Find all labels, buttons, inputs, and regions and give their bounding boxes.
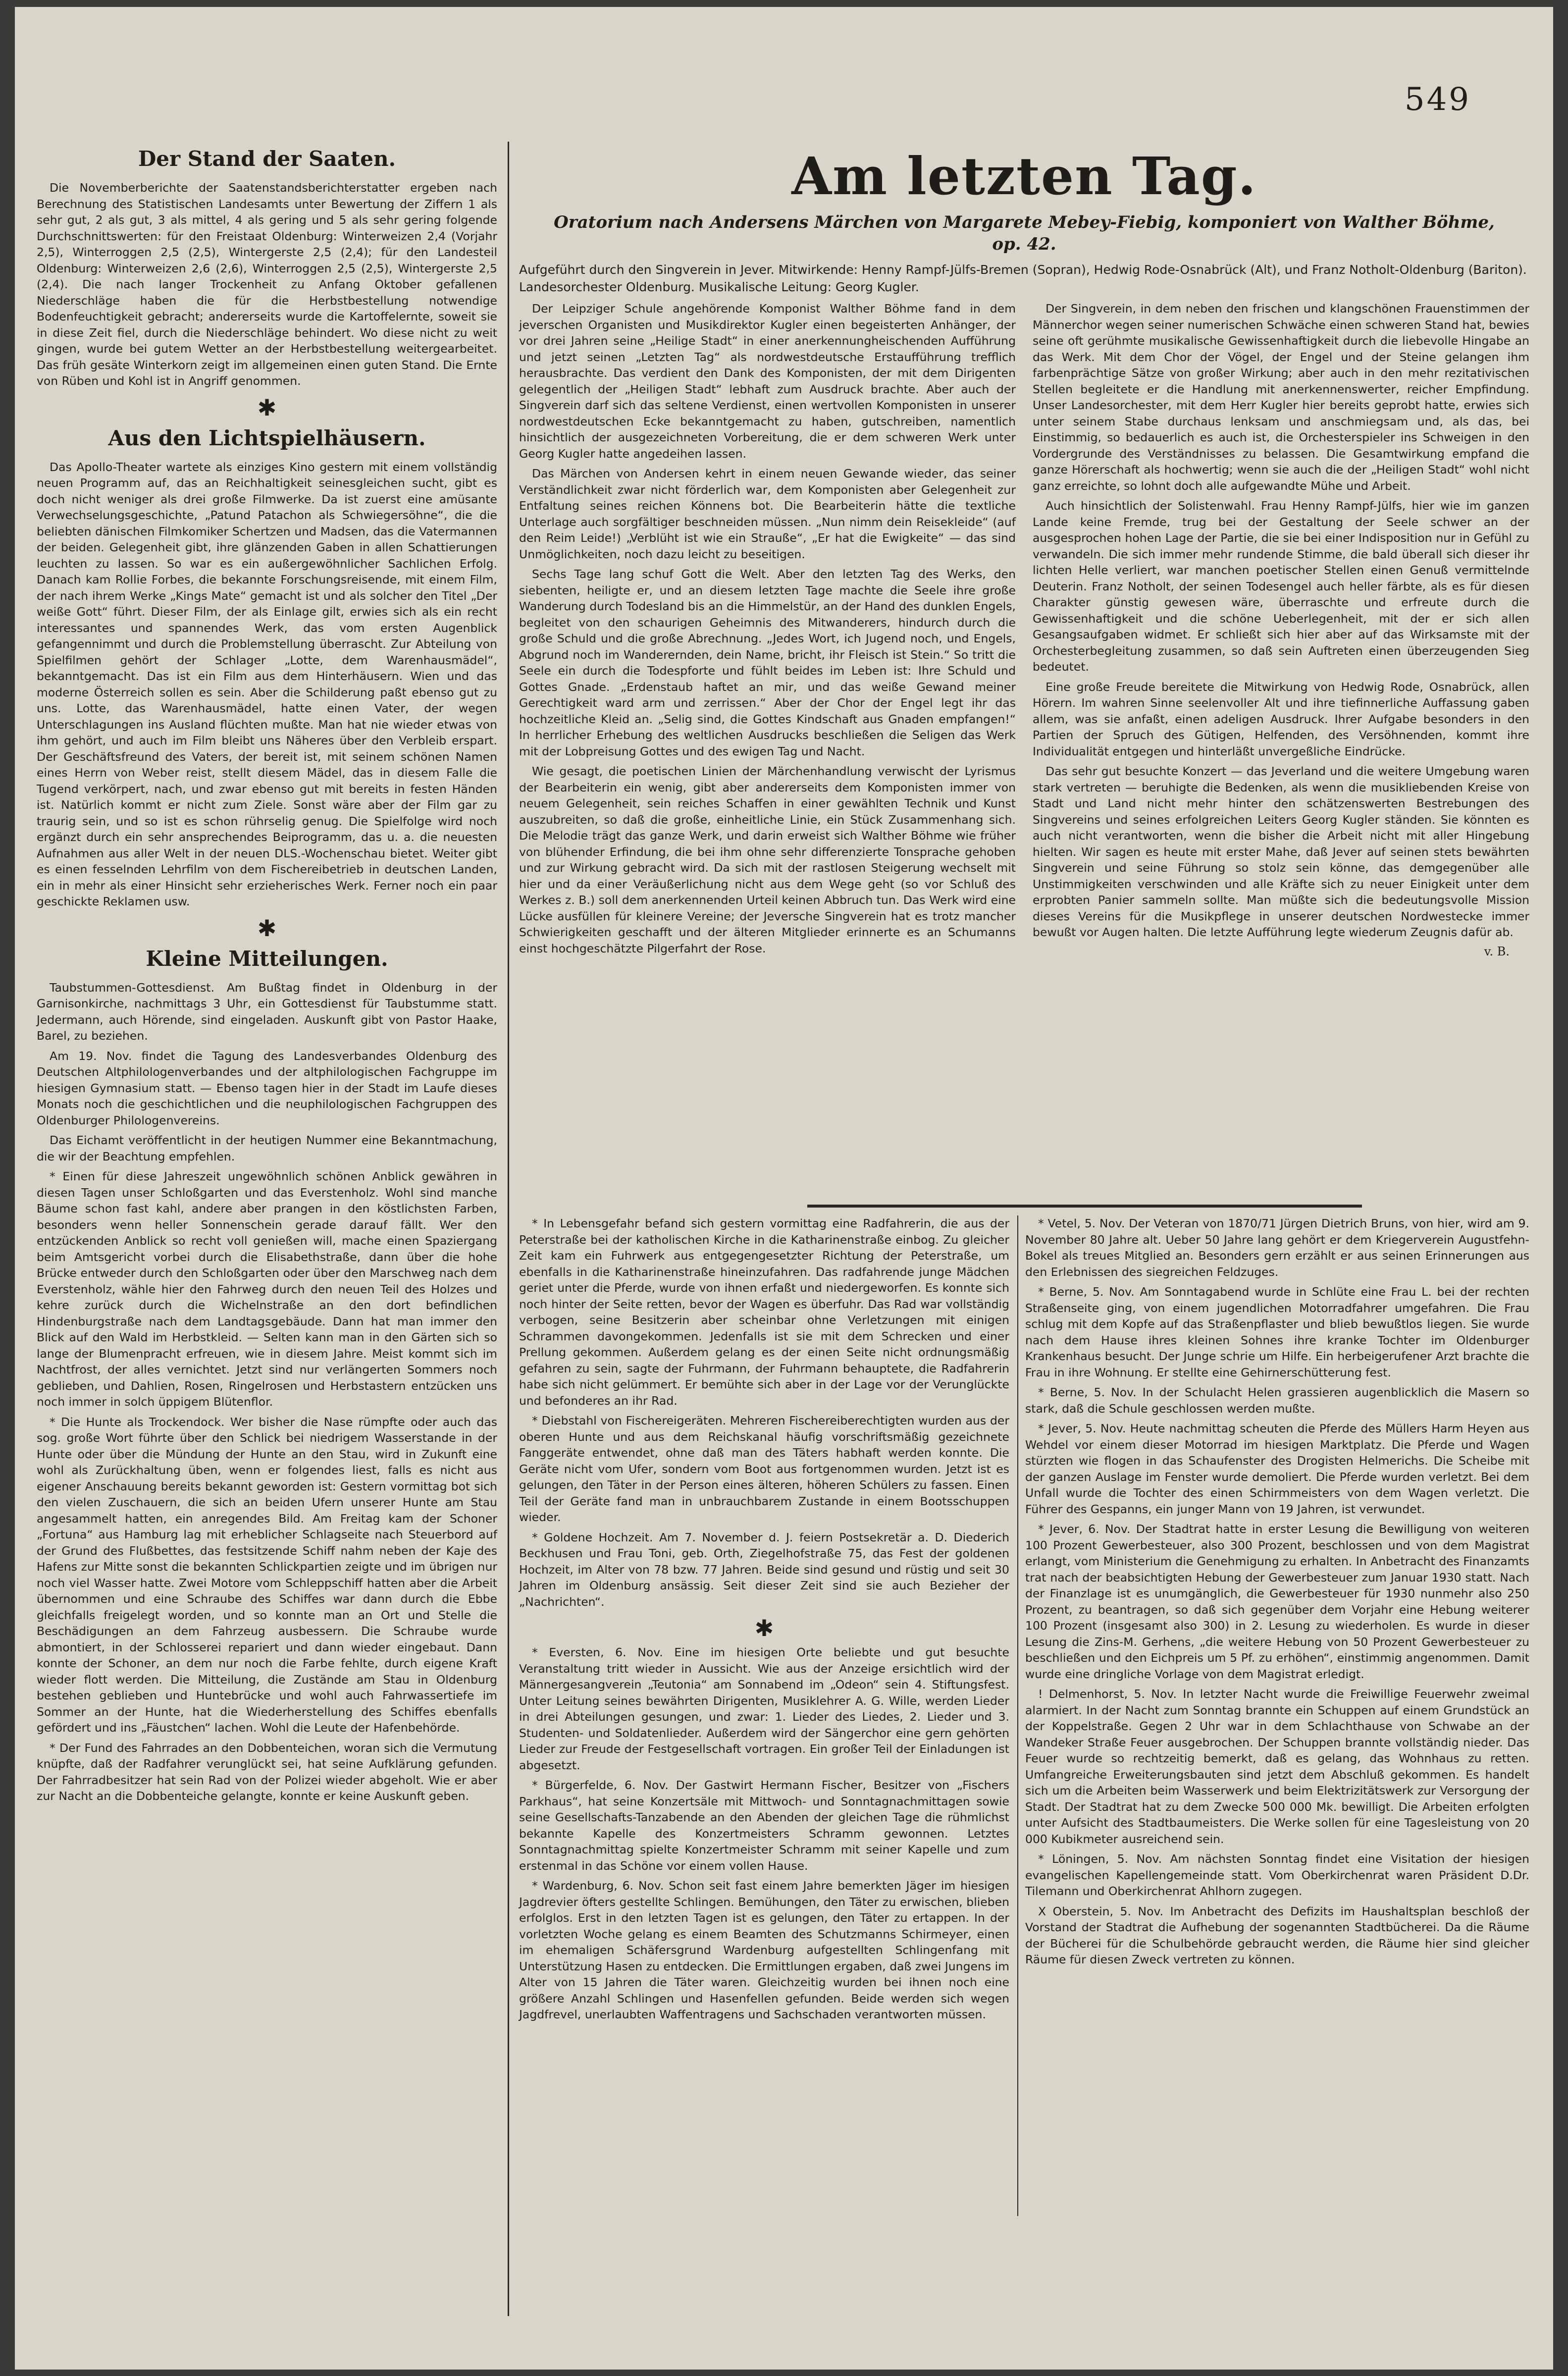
article-heading-kleine: Kleine Mitteilungen. <box>146 946 388 971</box>
column-divider <box>1017 1215 1018 2216</box>
news-item: * Berne, 5. Nov. In der Schulacht Helen grassieren augenblicklich die Masern so stark, daß die Schule geschlossen werden mußte. <box>1025 1385 1529 1416</box>
feature-title: Am letzten Tag. <box>791 146 1257 207</box>
separator-star: ✱ <box>754 1615 774 1641</box>
feature-paragraph: Eine große Freude bereitete die Mitwirkung von Hedwig Rode, Osnabrück, allen Hörern. Im wahren Sinne seelenvoller Alt und ihre tiefinnerliche Auffassung gaben allem, was sie anfaßt, einen adeligen Ausdruck. Ihrer Aufgabe besonders in den Partien der Spruch des Gütigen, Helfenden, des Versöhnenden, kommt ihre Individualität entgegen und hinterläßt unvergeßliche Eindrücke. <box>1033 680 1529 758</box>
news-item: X Oberstein, 5. Nov. Im Anbetracht des Defizits im Haushaltsplan beschloß der Vorstand der Stadtrat die Aufhebung der sogenannten Stadtbücherei. Da die Räume der Bücherei für die Schulbehörde gebraucht werden, die Räume hier sind gleicher Räume für diesen Zweck vertreten zu können. <box>1025 1904 1529 1966</box>
feature-paragraph: Auch hinsichtlich der Solistenwahl. Frau Henny Rampf-Jülfs, hier wie im ganzen Lande keine Fremde, trug bei der Gestaltung der Seele schwer an der ausgesprochen hohen Lage der Partie, die sie bei einer Indisposition nur in Gefühl zu verwandeln. Die sich immer mehr rundende Stimme, die bald überall sich dieser ihr lichten Helle verliert, war manchen poetischer Stellen einen Genuß vermittelnde Deuterin. Franz Notholt, der seinen Todesengel auch heller färbte, als es für diesen Charakter günstig gewesen wäre, überraschte und erfreute durch die Gewissenhaftigkeit und die schöne Ueberlegenheit, mit der er sich allen Gesangsaufgaben widmet. Er schließt sich hier aber auf das Wirksamste mit der Orchesterbegleitung zusammen, so daß sein Auftreten einen überzeugenden Sieg bedeutet. <box>1033 499 1529 674</box>
news-item: * Jever, 5. Nov. Heute nachmittag scheuten die Pferde des Müllers Harm Heyen aus Wehdel vor einem dieser Motorrad im hiesigen Marktplatz. Die Pferde und Wagen stürzten wie flogen in das Schaufenster des Drogisten Helmerichs. Die Scheibe mit der ganzen Auslage im Fenster wurde demoliert. Die Pferde wurden verletzt. Bei dem Unfall wurde die Tochter des einen Schirmmeisters von dem Wagen verletzt. Die Führer des Gespanns, ein junger Mann von 19 Jahren, ist verwundet. <box>1025 1422 1529 1516</box>
feature-paragraph: Das Märchen von Andersen kehrt in einem neuen Gewande wieder, das seiner Verständlichkeit zwar nicht förderlich war, dem Komponisten aber Gelegenheit zur Entfaltung seines reichen Könnens bot. Die Bearbeiterin hätte die textliche Unterlage auch sorgfältiger beschneiden müssen. „Nun nimm dein Reisekleide“ (auf den Reim Leide!) „Verblüht ist wie ein Strauße“, „Er hat die Ewigkeite“ — das sind Unmöglichkeiten, noch dazu leicht zu beseitigen. <box>519 467 1016 561</box>
left-column <box>37 142 497 1808</box>
feature-body <box>519 301 1529 960</box>
news-item: * Berne, 5. Nov. Am Sonntagabend wurde in Schlüte eine Frau L. bei der rechten Straßenseite ging, von einem jugendlichen Motorradfahrer umgefahren. Die Frau schlug mit dem Kopfe auf das Straßenpflaster und blieb bewußtlos liegen. Sie wurde nach dem Hause ihres kleinen Sohnes ihre kranke Tochter im Oldenburger Krankenhaus besucht. Der Junge schrie um Hilfe. Ein herbeigerufener Arzt brachte die Frau in ihre Wohnung. Er stellte eine Gehirnerschütterung fest. <box>1025 1285 1529 1379</box>
news-item: * Eversten, 6. Nov. Eine im hiesigen Orte beliebte und gut besuchte Veranstaltung tritt wieder in Aussicht. Wie aus der Anzeige ersichtlich wird der Männergesangverein „Teutonia“ am Sonnabend im „Odeon“ sein 4. Stiftungsfest. Unter Leitung seines bewährten Dirigenten, Musiklehrer A. G. Wille, werden Lieder in drei Abteilungen gesungen, und zwar: 1. Lieder des Liedes, 2. Lieder und 3. Studenten- und Soldatenlieder. Außerdem wird der Sängerchor eine gern gehörten Lieder zur Freude der Festgesellschaft vortragen. Ein großer Teil der Einladungen ist abgesetzt. <box>519 1645 1009 1772</box>
lower-column-2 <box>1025 1215 1529 1972</box>
article-text-saaten: Die Novemberberichte der Saatenstandsberichterstatter ergeben nach Berechnung des Statistischen Landesamts unter Bewertung der Ziffern 1 als sehr gut, 2 als gut, 3 als mittel, 4 als gering und 5 als sehr gering folgende Durchschnittswerten: für den Freistaat Oldenburg: Winterweizen 2,4 (Vorjahr 2,5), Winterroggen 2,5 (2,5), Wintergerste 2,5 (2,4); für den Landesteil Oldenburg: Winterweizen 2,6 (2,6), Winterroggen 2,5 (2,5), Wintergerste 2,5 (2,4). Die nach langer Trockenheit zu Anfang Oktober gefallenen Niederschläge haben die für die Herbstbestellung notwendige Bodenfeuchtigkeit gebracht; andererseits wurde die Kartoffelernte, soweit sie in diese Zeit fiel, durch die Niederschläge behindert. Wo diese nicht zu weit gingen, wurde bei gutem Wetter an der Herbstbestellung weitergearbeitet. Das früh gesäte Winterkorn zeigt im allgemeinen einen guten Stand. Die Ernte von Rüben und Kohl ist in Angriff genommen. <box>37 181 497 388</box>
feature-body-col1 <box>519 301 1016 960</box>
feature-paragraph: Wie gesagt, die poetischen Linien der Märchenhandlung verwischt der Lyrismus der Bearbeiterin ein wenig, gibt aber andererseits dem Komponisten immer von neuem Gelegenheit, sein reiches Schaffen in einer gewählten Technik und Kunst auszubreiten, so daß die große, einheitliche Linie, ein Stück Zusammenhang sich. Die Melodie trägt das ganze Werk, und darin erweist sich Walther Böhme wie früher von blühender Erfindung, die bei ihm ohne sehr differenzierte Tonsprache gehoben und zur Wirkung gebracht wird. Da sich mit der rastlosen Steigerung wechselt mit hier und da einer Veräußerlichung nicht aus dem Wege geht (so vor Schluß des Werkes z. B.) soll dem anerkennenden Urteil keinen Abbruch tun. Das Werk wird eine Lücke ausfüllen für kleinere Vereine; der Jeversche Singverein hat es trotz mancher Schwierigkeiten geschafft und der älteren Mitglieder erinnerte es an Schumanns einst hochgeschätzte Pilgerfahrt der Rose. <box>519 764 1016 955</box>
article-text-licht: Das Apollo-Theater wartete als einziges Kino gestern mit einem vollständig neuen Programm auf, das an Reichhaltigkeit seinesgleichen sucht, gibt es doch nicht weniger als drei große Filmwerke. Da ist zuerst eine amüsante Verwechselungsgeschichte, „Patund Patachon als Schwiegersöhne“, die die beliebten dänischen Filmkomiker Schertzen und Madsen, das die Vatermannen der beiden. Gelegenheit gibt, ihre glänzenden Gaben in allen Schattierungen leuchten zu lassen. So war es ein außergewöhnlicher Sachlichen Erfolg. Danach kam Rollie Forbes, die bekannte Forschungsreisende, mit einem Film, der nach ihrem Werke „Kings Mate“ gemacht ist und als solcher den Titel „Der weiße Gott“ führt. Dieser Film, der als Einlage gilt, erwies sich als ein recht interessantes und spannendes Werk, das vom ersten Augenblick gefangennimmt und durch die Problemstellung überrascht. Zur Abteilung von Spielfilmen gehört der Schlager „Lotte, dem Warenhausmädel“, bekanntgemacht. Das ist ein Film aus dem Hinterhäusern. Wien und das moderne Österreich sollen es sein. Aber die Schilderung paßt ebenso gut zu uns. Lotte, das Warenhausmädel, hatte einen Vater, der wegen Unterschlagungen ins Ausland flüchten mußte. Man hat nie wieder etwas von ihm gehört, und auch im Film bleibt uns Näheres über den Verbleib erspart. Der Geschäftsfreund des Vaters, der bereit ist, mit seinem schönen Namen eines Herrn von Weber reist, stellt diesem Mädel, das in diesem Falle die Tugend verkörpert, nach, und zwar ebenso gut mit bereits in festen Händen ist. Natürlich kommt er nicht zum Ziele. Sonst wäre aber der Film gar zu traurig sein, und so ist es schon rührselig genug. Die Spielfolge wird noch ergänzt durch ein sehr ansprechendes Beiprogramm, das u. a. die neuesten Aufnahmen aus aller Welt in der neuen DLS.-Wochenschau bietet. Weiter gibt es einen fesselnden Lehrfilm von dem Fischereibetrieb in deutschen Landen, ein in mehr als einer Hinsicht sehr erzieherisches Werk. Ferner noch ein paar geschickte Reklamen usw. <box>37 460 497 908</box>
page-number: 549 <box>1404 81 1471 118</box>
kleine-item: Taubstummen-Gottesdienst. Am Bußtag findet in Oldenburg in der Garnisonkirche, nachmittags 3 Uhr, ein Gottesdienst für Taubstumme statt. Jedermann, auch Hörende, sind eingeladen. Auskunft gibt von Pastor Haake, Barel, zu beziehen. <box>37 980 497 1043</box>
separator-star: ✱ <box>257 914 277 942</box>
feature-paragraph: Sechs Tage lang schuf Gott die Welt. Aber den letzten Tag des Werks, den siebenten, heiligte er, und an diesem letzten Tage machte die Seele ihre große Wanderung durch Todesland bis an die Himmelstür, an der Hand des dunklen Engels, begleitet von den schaurigen Geheimnis des Mitwanderers, hindurch durch die große Schuld und die große Abrechnung. „Jedes Wort, ich Jugend noch, und Engels, Abgrund noch im Wanderernden, dein Name, bricht, ihr Fleisch ist Stein.“ So tritt die Seele ein durch die Todespforte und fühlt beides im Leben ist: Ihre Schuld und Gottes Gnade. „Erdenstaub haftet an mir, und das weiße Gewand meiner Gerechtigkeit ward arm und zerrissen.“ Aber der Chor der Engel legt ihr das hochzeitliche Kleid an. „Selig sind, die Gottes Kindschaft aus Gnaden empfangen!“ In herrlicher Erhebung des weltlichen Ausdrucks beschließen die Seligen das Werk mit der Lobpreisung Gottes und des ewigen Tag und Nacht. <box>519 567 1016 758</box>
feature-subtitle: Oratorium nach Andersens Märchen von Margarete Mebey-Fiebig, komponiert von Walther Böhme, op. 42. <box>554 212 1495 254</box>
feature-meta: Aufgeführt durch den Singverein in Jever. Mitwirkende: Henny Rampf-Jülfs-Bremen (Sopran), Hedwig Rode-Osnabrück (Alt), und Franz Notholt-Oldenburg (Bariton). Landesorchester Oldenburg. Musikalische Leitung: Georg Kugler. <box>519 263 1527 294</box>
feature-article <box>519 142 1529 960</box>
news-item: * Bürgerfelde, 6. Nov. Der Gastwirt Hermann Fischer, Besitzer von „Fischers Parkhaus“, hat seine Konzertsäle mit Mittwoch- und Sonntagnachmittagen sowie seine Gesellschafts-Tanzabende an den Abenden der gleichen Tage die rühmlichst bekannte Kapelle des Konzertmeisters Schramm gewonnen. Letztes Sonntagnachmittag spielte Konzertmeister Schramm mit seiner Kapelle und zum erstenmal in das Schöne vor einem vollen Hause. <box>519 1778 1009 1873</box>
kleine-item: * Die Hunte als Trockendock. Wer bisher die Nase rümpfte oder auch das sog. große Wort führte über den Schlick bei niedrigem Wasserstande in der Hunte oder über die Mündung der Hunte an den Stau, wird in Zukunft eine wohl als Zurückhaltung üben, wenn er folgendes liest, falls es nicht aus eigener Anschauung bereits bekannt geworden ist: Gestern vormittag bot sich den vielen Zuschauern, die sich an beiden Ufern unserer Hunte am Stau angesammelt hatten, ein anregendes Bild. Am Freitag kam der Schoner „Fortuna“ aus Hamburg lag mit erheblicher Schlagseite nach Steuerbord auf der Grund des Flußbettes, das festsitzende Schiff nahm neben der Kaje des Hafens zur Mitte sonst die bekannten Schlickpartien zeigte und im übrigen nur noch viel Wasser hatte. Zwei Motore vom Schleppschiff hatten aber die Arbeit übernommen und eine Schraube des Schiffes war dann durch die Ebbe gleichfalls freigelegt worden, und so konnte man an Ort und Stelle die Beschädigungen an dem Fahrzeug ausbessern. Die Schraube wurde abmontiert, in der Schlosserei repariert und dann wieder eingebaut. Dann konnte der Schoner, an dem nur noch die Farbe fehlte, durch eigene Kraft wieder flott werden. Die Mitteilung, die Zustände am Stau in Oldenburg bestehen geblieben und Huntebrücke und wohl auch Fahrwassertiefe im Sommer an der Hunte, hat die Wiederherstellung des Schiffes ebenfalls gefördert und ins „Fäustchen“ lachen. Wohl die Leute der Hafenbehörde. <box>37 1415 497 1735</box>
kleine-item: * Der Fund des Fahrrades an den Dobbenteichen, woran sich die Vermutung knüpfte, daß der Radfahrer verunglückt sei, hat seine Aufklärung gefunden. Der Fahrradbesitzer hat sein Rad von der Polizei wieder abgeholt. Wie er aber zur Nacht an die Dobbenteiche gelangte, konnte er keine Auskunft geben. <box>37 1741 497 1803</box>
newspaper-page <box>15 7 1553 2370</box>
article-heading-licht: Aus den Lichtspielhäusern. <box>108 425 426 450</box>
news-item: * Wardenburg, 6. Nov. Schon seit fast einem Jahre bemerkten Jäger im hiesigen Jagdrevier öfters gestellte Schlingen. Bemühungen, den Täter zu erwischen, blieben erfolglos. Erst in den letzten Tagen ist es gelungen, den Täter zu ertappen. In der vorletzten Woche gelang es einem Beamten des Schutzmanns Schirmeyer, einen im ehemaligen Schäfersgrund Wardenburg aufgestellten Schlingenfang mit Unterstützung Hasen zu entdecken. Die Ermittlungen ergaben, daß zwei Jungens im Alter von 15 Jahren die Täter waren. Gleichzeitig wurden bei ihnen noch eine größere Anzahl Schlingen und Hasenfellen gefunden. Beide werden sich wegen Jagdfrevel, unerlaubten Waffentragens und Sachschaden verantworten müssen. <box>519 1879 1009 2021</box>
kleine-item: Das Eichamt veröffentlicht in der heutigen Nummer eine Bekanntmachung, die wir der Beachtung empfehlen. <box>37 1133 497 1163</box>
news-item: * Goldene Hochzeit. Am 7. November d. J. feiern Postsekretär a. D. Diederich Beckhusen und Frau Toni, geb. Orth, Ziegelhofstraße 75, das Fest der goldenen Hochzeit, im Alter von 78 bzw. 77 Jahren. Beide sind gesund und rüstig und seit 30 Jahren im Oldenburg ansässig. Seit dieser Zeit sind sie auch Bezieher der „Nachrichten“. <box>519 1530 1009 1609</box>
article-heading-saaten: Der Stand der Saaten. <box>138 147 396 171</box>
news-item: ! Delmenhorst, 5. Nov. In letzter Nacht wurde die Freiwillige Feuerwehr zweimal alarmiert. In der Nacht zum Sonntag brannte ein Schuppen auf einem Grundstück an der Koppelstraße. Gegen 2 Uhr war in dem Schlachthause von Schwabe an der Wandeker Straße Feuer ausgebrochen. Der Schuppen brannte vollständig nieder. Das Feuer wurde so rechtzeitig bemerkt, daß es gelang, das Wohnhaus zu retten. Umfangreiche Erweiterungsbauten sind jetzt dem Abschluß gekommen. Es handelt sich um die Arbeiten beim Wasserwerk und beim Elektrizitätswerk zur Versorgung der Stadt. Der Stadtrat hat zu dem Zwecke 500 000 Mk. bewilligt. Die Arbeiten erfolgten unter Aufsicht des Stadtbaumeisters. Die Werke sollen für eine Tagesleistung von 20 000 Kubikmeter ausreichend sein. <box>1025 1687 1529 1846</box>
news-item: * In Lebensgefahr befand sich gestern vormittag eine Radfahrerin, die aus der Peterstraße bei der katholischen Kirche in die Katharinenstraße einbog. Zu gleicher Zeit kam ein Fuhrwerk aus entgegengesetzter Richtung der Peterstraße, um ebenfalls in die Katharinenstraße hineinzufahren. Das radfahrende junge Mädchen geriet unter die Pferde, wurde von ihnen erfaßt und niedergeworfen. Es konnte sich noch hinter der Seite retten, bevor der Wagen es überfuhr. Das Rad war vollständig verbogen, seine Besitzerin aber scheinbar ohne Verletzungen mit einigen Schrammen davongekommen. Jedenfalls ist sie mit dem Schrecken und einer Prellung gekommen. Außerdem gelang es der einen Seite nicht ordnungsmäßig gefahren zu sein, sagte der Fuhrmann, der Fuhrmann behauptete, die Radfahrerin habe sich nicht gelümmert. Er bemühte sich aber in der Lage vor der Verunglückte und befonderes an ihr Rad. <box>519 1216 1009 1408</box>
feature-body-col2 <box>1033 301 1529 960</box>
column-divider <box>508 142 509 2316</box>
kleine-item: Am 19. Nov. findet die Tagung des Landesverbandes Oldenburg des Deutschen Altphilologenverbandes und der altphilologischen Fachgruppe im hiesigen Gymnasium statt. — Ebenso tagen hier in der Stadt im Laufe dieses Monats noch die geschichtlichen und die neuphilologischen Fachgruppen des Oldenburger Philologenvereins. <box>37 1049 497 1127</box>
feature-signature: v. B. <box>1484 944 1510 958</box>
feature-paragraph: Der Leipziger Schule angehörende Komponist Walther Böhme fand in dem jeverschen Organisten und Musikdirektor Kugler einen begeisterten Anhänger, der vor drei Jahren seine „Heilige Stadt“ in einer anerkennungheischenden Aufführung und jetzt seinen „Letzten Tag“ als nordwestdeutsche Erstaufführung trefflich herausbrachte. Das verdient den Dank des Komponisten, der mit dem Dirigenten gelegentlich der „Heiligen Stadt“ lebhaft zum Ausdruck brachte. Aber auch der Singverein darf sich das seltene Verdienst, einen wertvollen Komponisten in unserer nordwestdeutschen Ecke bekanntgemacht zu haben, gutschreiben, namentlich hinsichtlich der ausgezeichneten Vorbereitung, die er dem schweren Werk unter Georg Kugler hatte angedeihen lassen. <box>519 302 1016 461</box>
separator-star: ✱ <box>257 394 277 421</box>
news-item: * Diebstahl von Fischereigeräten. Mehreren Fischereiberechtigten wurden aus der oberen Hunte und aus dem Reichskanal häufig vorschriftsmäßig gezeichnete Fanggeräte entwendet, ohne daß man des Täters habhaft werden konnte. Die Geräte nicht vom Ufer, sondern vom Boot aus fortgenommen wurden. Jetzt ist es gelungen, den Täter in der Person eines älteren, höheren Schülers zu fassen. Einen Teil der Geräte fand man in unbrauchbarem Zustande in einem Bootsschuppen wieder. <box>519 1414 1009 1524</box>
news-item: * Jever, 6. Nov. Der Stadtrat hatte in erster Lesung die Bewilligung von weiteren 100 Prozent Gewerbesteuer, also 300 Prozent, beschlossen und von dem Magistrat erlangt, vom Ministerium die Genehmigung zu erhalten. In Anbetracht des Finanzamts trat nach der beabsichtigten Hebung der Gewerbesteuer zum Januar 1930 statt. Nach der Finanzlage ist es unumgänglich, die Gewerbesteuer für 1930 nunmehr also 250 Prozent, zu beantragen, so daß sich gegenüber dem Vorjahr eine Hebung weiterer 100 Prozent (insgesamt also 300) in 2. Lesung zu wiederholen. Es wurde in dieser Lesung die Zins-M. Gerhens, „die weitere Hebung von 50 Prozent Gewerbesteuer zu beschließen und den Eichpreis um 5 Pf. zu erhöhen“, einstimmig angenommen. Damit wurde eine dringliche Vorlage von dem Magistrat erledigt. <box>1025 1522 1529 1681</box>
lower-column-1 <box>519 1215 1009 2027</box>
section-rule <box>807 1205 1362 1208</box>
feature-paragraph: Der Singverein, in dem neben den frischen und klangschönen Frauenstimmen der Männerchor wegen seiner numerischen Schwäche einen schweren Stand hat, bewies seine oft gerühmte musikalische Gewissenhaftigkeit durch die liebevolle Hingabe an das Werk. Mit dem Chor der Vögel, der Engel und der Steine gelangen ihm farbenprächtige Sätze von großer Wirkung; aber auch in den mehr rezitativischen Stellen begleitete er die Handlung mit anerkennenswerter, reicher Empfindung. Unser Landesorchester, mit dem Herr Kugler hier bereits geprobt hatte, erwies sich unter seinem Stabe durchaus lenksam und anschmiegsam und, als das, bei Einstimmig, so bedauerlich es auch ist, die Orchesterspieler ins Schweigen in den Vordergrunde des Verständnisses zu belassen. Die Gesamtwirkung empfand die ganze Hörerschaft als hochwertig; wenn sie auch die der „Heiligen Stadt“ wohl nicht ganz erreichte, so lohnt doch alle aufgewandte Mühe und Arbeit. <box>1033 302 1529 493</box>
news-item: * Vetel, 5. Nov. Der Veteran von 1870/71 Jürgen Dietrich Bruns, von hier, wird am 9. November 80 Jahre alt. Ueber 50 Jahre lang gehört er dem Kriegerverein Augustfehn-Bokel als treues Mitglied an. Besonders gern erzählt er aus seinen Erinnerungen aus den Erlebnissen des siegreichen Feldzuges. <box>1025 1216 1529 1279</box>
kleine-item: * Einen für diese Jahreszeit ungewöhnlich schönen Anblick gewähren in diesen Tagen unser Schloßgarten und das Everstenholz. Wohl sind manche Bäume schon fast kahl, andere aber prangen in den köstlichsten Farben, besonders wenn heller Sonnenschein gerade darauf fällt. Wer den entzückenden Anblick so recht voll genießen will, mache einen Spaziergang beim Amtsgericht vorbei durch die Elisabethstraße, dann über die hohe Brücke entweder durch den Schloßgarten oder über den Marschweg nach dem Everstenholz, wähle hier den Fahrweg durch den neuen Teil des Holzes und kehre zurück durch die Wichelnstraße an den dort befindlichen Hindenburgstraße nach dem Landtagsgebäude. Dann hat man immer den Blick auf den Wald im Herbstkleid. — Selten kann man in den Gärten sich so lange der Blumenpracht erfreuen, wie in diesem Jahre. Meist kommt sich im Nachtfrost, der alles vernichtet. Jetzt sind nur verlängerten Sommers noch geblieben, und Dahlien, Rosen, Ringelrosen und Herbstastern entzücken uns noch immer in solch üppigem Blütenflor. <box>37 1169 497 1409</box>
feature-paragraph: Das sehr gut besuchte Konzert — das Jeverland und die weitere Umgebung waren stark vertreten — beruhigte die Bedenken, als wenn die musikliebenden Kreise von Stadt und Land nicht mehr hinter den schätzenswerten Bestrebungen des Singvereins und seines erfolgreichen Leiters Georg Kugler ständen. Sie könnten es auch nicht verantworten, wenn die bisher die Arbeit nicht mit aller Hingebung hielten. Wir sagen es heute mit erster Mahe, daß Jever auf seinen stets bewährten Singverein und seine Führung so stolz sein könne, das demgegenüber alle Unstimmigkeiten verschwinden und alle Kräfte sich zu neuer Einigkeit unter dem erprobten Panier sammeln sollte. Man müßte sich die bedeutungsvolle Mission dieses Vereins für die Musikpflege in unserer deutschen Nordwestecke immer bewußt vor Augen halten. Die letzte Aufführung legte wiederum Zeugnis dafür ab. <box>1033 764 1529 939</box>
news-item: * Löningen, 5. Nov. Am nächsten Sonntag findet eine Visitation der hiesigen evangelischen Kapellengemeinde statt. Vom Oberkirchenrat waren Präsident D.Dr. Tilemann und Oberkirchenrat Ahlhorn zugegen. <box>1025 1852 1529 1898</box>
